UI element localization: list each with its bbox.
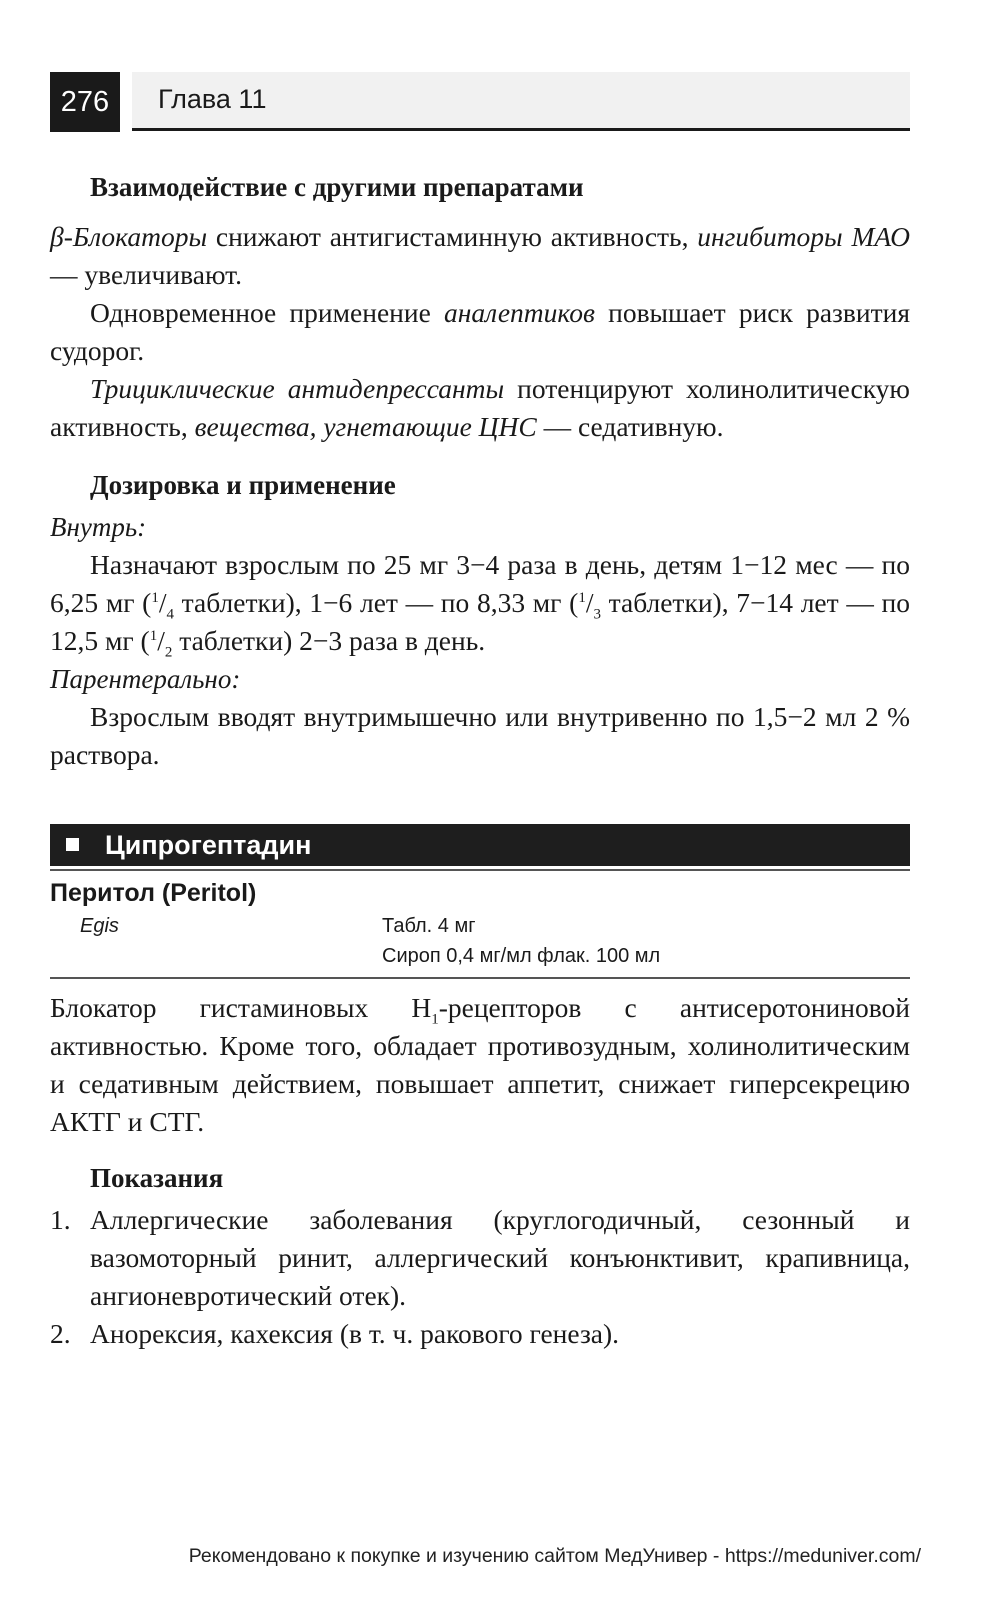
indications-list	[50, 1201, 910, 1353]
text: потенцируют холинолитическую активность,	[50, 373, 910, 442]
divider	[50, 977, 910, 979]
chapter-title: Глава 11	[158, 84, 267, 114]
dosage-form: Сироп 0,4 мг/мл флак. 100 мл	[382, 945, 661, 967]
text: таблетки), 7−14 лет — по 12,5 мг (	[50, 587, 910, 656]
list-item-text: Анорексия, кахексия (в т. ч. ракового генеза).	[90, 1318, 620, 1349]
footer-recommendation: Рекомендовано к покупке и изучению сайтом МедУнивер - https://meduniver.com/	[188, 1545, 921, 1567]
text: — седативную.	[536, 411, 724, 442]
fraction-numerator: 1	[578, 589, 586, 606]
list-number: 1.	[50, 1204, 71, 1235]
text: Блокатор гистаминовых H	[50, 992, 432, 1023]
interactions-paragraph-2	[50, 294, 910, 370]
text: повышает риск развития судорог.	[50, 297, 910, 366]
text: Одновременное применение	[90, 297, 444, 328]
fraction-denominator: 3	[593, 606, 601, 623]
product-info	[50, 911, 910, 971]
parenteral-dosage: Взрослым вводят внутримышечно или внутривенно по 1,5−2 мл 2 % раствора.	[50, 701, 910, 770]
page-header	[50, 72, 910, 132]
list-item	[50, 1201, 910, 1315]
drug-name: Ципрогептадин	[105, 830, 312, 860]
list-item-text: Аллергические заболевания (круглогодичный, сезонный и вазомоторный ринит, аллергический конъюнктивит, крапивница, ангионевротический отек).	[90, 1204, 910, 1311]
fraction-numerator: 1	[149, 627, 158, 644]
interactions-paragraph-1	[50, 218, 910, 294]
fraction-denominator: 2	[164, 644, 173, 661]
text: снижают антигистаминную активность,	[207, 221, 698, 252]
manufacturer: Egis	[80, 915, 119, 937]
emph-beta-blockers: β-Блокаторы	[50, 221, 208, 252]
emph-cns-depressants: вещества, угнетающие ЦНС	[194, 411, 537, 442]
emph-tricyclic: Трициклические антидепрессанты	[90, 373, 505, 404]
interactions-heading: Взаимодействие с другими препаратами	[90, 172, 584, 202]
fraction-denominator: 4	[166, 606, 174, 623]
divider	[50, 869, 910, 871]
list-number: 2.	[50, 1318, 71, 1349]
dosage-forms	[382, 911, 660, 971]
subscript: 1	[431, 1011, 439, 1028]
brand-name: Перитол (Peritol)	[50, 879, 257, 907]
oral-label: Внутрь:	[50, 512, 147, 542]
emph-analeptics: аналептиков	[444, 297, 595, 328]
fraction-numerator: 1	[151, 589, 159, 606]
dosage-form: Табл. 4 мг	[382, 915, 476, 937]
indications-heading: Показания	[90, 1163, 224, 1193]
page-number: 276	[50, 72, 120, 132]
list-item	[50, 1315, 910, 1353]
text: Назначают взрослым по 25 мг 3−4 раза в день, детям 1−12 мес — по 6,25 мг (	[50, 549, 910, 618]
text: -рецепторов с антисеротониновой активностью. Кроме того, обладает противозудным, холинолитическим и седативным действием, повышает аппетит, снижает гиперсекрецию АКТГ и СТГ.	[50, 992, 910, 1137]
parenteral-label: Парентерально:	[50, 664, 241, 694]
drug-title-bar	[50, 824, 910, 866]
drug-section	[50, 824, 910, 979]
square-bullet-icon	[66, 838, 79, 851]
text: таблетки), 1−6 лет — по 8,33 мг (	[173, 587, 579, 618]
drug-description	[50, 989, 910, 1141]
oral-dosage: Назначают взрослым по 25 мг 3−4 раза в день, детям 1−12 мес — по 6,25 мг ($^1/_4$ таблетки), 1−6 лет — по 8,33 мг ($^1/_3$ таблетки), 7−14 лет — по 12,5 мг ($^1/_2$ таблетки) 2−3 раза в день.	[50, 549, 910, 661]
dosage-heading: Дозировка и применение	[90, 470, 396, 500]
text: таблетки) 2−3 раза в день.	[172, 625, 486, 656]
text: — увеличивают.	[50, 259, 242, 290]
emph-mao-inhibitors: ингибиторы МАО	[697, 221, 910, 252]
interactions-paragraph-3	[50, 370, 910, 446]
